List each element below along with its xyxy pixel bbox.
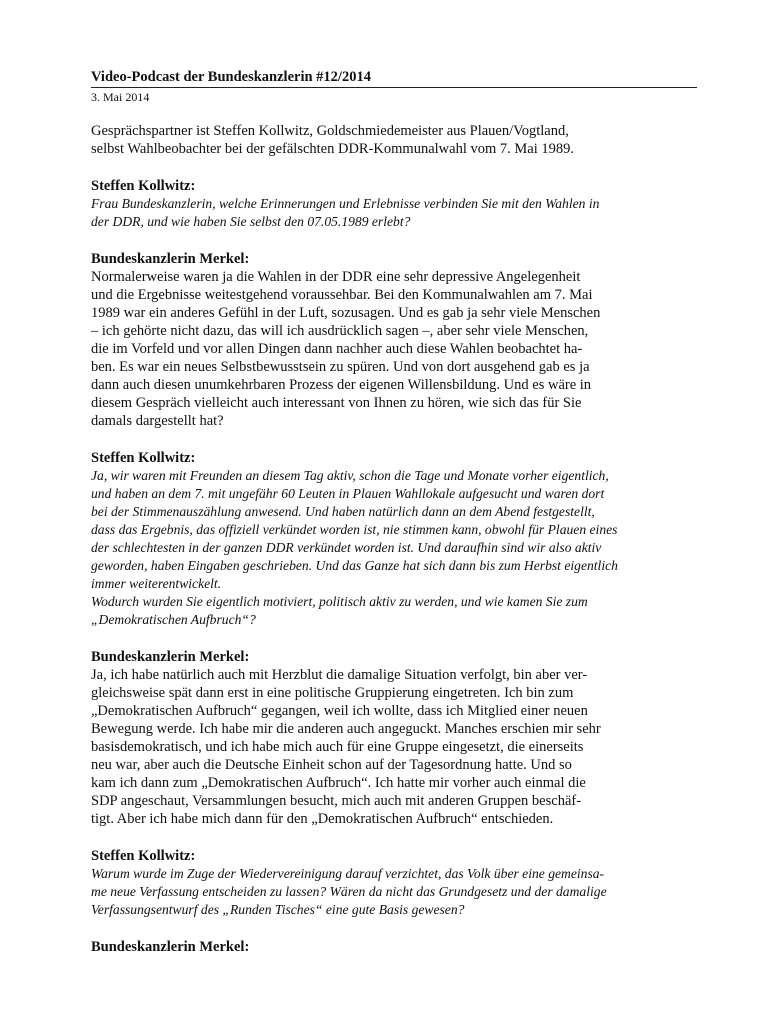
text-line: Verfassungsentwurf des „Runden Tisches“ eine gute Basis gewesen? [91,902,465,917]
speaker-name: Steffen Kollwitz: [91,178,196,194]
question-text [91,195,697,231]
text-line: der DDR, und wie haben Sie selbst den 07.05.1989 erlebt? [91,214,411,229]
question-block [91,177,697,231]
answer-block [91,250,697,430]
text-line: – ich gehörte nicht dazu, das will ich ausdrücklich sagen –, aber sehr viele Menschen, [91,323,589,339]
text-line: die im Vorfeld und vor allen Dingen dann nachher auch diese Wahlen beobachtet ha- [91,341,583,357]
intro-line: Gesprächspartner ist Steffen Kollwitz, Goldschmiedemeister aus Plauen/Vogtland, [91,123,569,139]
answer-block [91,648,697,828]
text-line: ben. Es war ein neues Selbstbewusstsein zu spüren. Und von dort ausgehend gab es ja [91,359,590,375]
text-line: tigt. Aber ich habe mich dann für den „Demokratischen Aufbruch“ entschieden. [91,811,554,827]
question-block [91,449,697,629]
document-date: 3. Mai 2014 [91,90,150,104]
text-line: Bewegung werde. Ich habe mir die anderen auch angeguckt. Manches erschien mir sehr [91,721,601,737]
question-text [91,467,697,629]
text-line: Ja, ich habe natürlich auch mit Herzblut die damalige Situation verfolgt, bin aber ver- [91,667,588,683]
text-line: me neue Verfassung entscheiden zu lassen? Wären da nicht das Grundgesetz und der damalige [91,884,607,899]
intro-line: selbst Wahlbeobachter bei der gefälschten DDR-Kommunalwahl vom 7. Mai 1989. [91,141,574,157]
text-line: bei der Stimmenauszählung anwesend. Und haben natürlich dann an dem Abend festgestellt, [91,504,595,519]
interview-blocks [91,177,697,956]
question-text [91,865,697,919]
speaker-name: Bundeskanzlerin Merkel: [91,251,250,267]
text-line: Normalerweise waren ja die Wahlen in der DDR eine sehr depressive Angelegenheit [91,269,581,285]
document-page [91,68,697,956]
text-line: „Demokratischen Aufbruch“ gegangen, weil ich wollte, dass ich Mitglied einer neuen [91,703,588,719]
header-rule [91,87,697,88]
text-line: basisdemokratisch, und ich habe mich auch für eine Gruppe eingesetzt, die einerseits [91,739,584,755]
text-line: „Demokratischen Aufbruch“? [91,612,256,627]
text-line: gleichsweise spät dann erst in eine politische Gruppierung eingetreten. Ich bin zum [91,685,574,701]
text-line: und die Ergebnisse weitestgehend voraussehbar. Bei den Kommunalwahlen am 7. Mai [91,287,593,303]
speaker-name: Bundeskanzlerin Merkel: [91,939,250,955]
text-line: damals dargestellt hat? [91,413,224,429]
speaker-name: Bundeskanzlerin Merkel: [91,649,250,665]
text-line: geworden, haben Eingaben geschrieben. Und das Ganze hat sich dann bis zum Herbst eigentlich [91,558,618,573]
text-line: 1989 war ein anderes Gefühl in der Luft, sozusagen. Und es gab ja sehr viele Menschen [91,305,601,321]
document-header [91,68,697,104]
text-line: diesem Gespräch vielleicht auch interessant von Ihnen zu hören, wie sich das für Sie [91,395,582,411]
text-line: neu war, aber auch die Deutsche Einheit schon auf der Tagesordnung hatte. Und so [91,757,572,773]
intro-paragraph [91,122,697,158]
text-line: Frau Bundeskanzlerin, welche Erinnerungen und Erlebnisse verbinden Sie mit den Wahlen in [91,196,600,211]
text-line: dass das Ergebnis, das offiziell verkündet worden ist, nie stimmen kann, obwohl für Plauen eines [91,522,618,537]
speaker-name: Steffen Kollwitz: [91,450,196,466]
question-block [91,847,697,919]
answer-block [91,938,697,956]
text-line: der schlechtesten in der ganzen DDR verkündet worden ist. Und daraufhin sind wir also aktiv [91,540,602,555]
text-line: immer weiterentwickelt. [91,576,222,591]
text-line: Ja, wir waren mit Freunden an diesem Tag aktiv, schon die Tage und Monate vorher eigentlich, [91,468,609,483]
text-line: und haben an dem 7. mit ungefähr 60 Leuten in Plauen Wahllokale aufgesucht und waren dort [91,486,605,501]
text-line: SDP angeschaut, Versammlungen besucht, mich auch mit anderen Gruppen beschäf- [91,793,582,809]
text-line: Warum wurde im Zuge der Wiedervereinigung darauf verzichtet, das Volk über eine gemeinsa- [91,866,605,881]
text-line: kam ich dann zum „Demokratischen Aufbruch“. Ich hatte mir vorher auch einmal die [91,775,586,791]
answer-text [91,666,697,828]
text-line: dann auch diesen unumkehrbaren Prozess der eigenen Willensbildung. Und es wäre in [91,377,592,393]
document-title: Video-Podcast der Bundeskanzlerin #12/2014 [91,69,371,85]
speaker-name: Steffen Kollwitz: [91,848,196,864]
answer-text [91,268,697,430]
text-line: Wodurch wurden Sie eigentlich motiviert, politisch aktiv zu werden, und wie kamen Sie zum [91,594,588,609]
